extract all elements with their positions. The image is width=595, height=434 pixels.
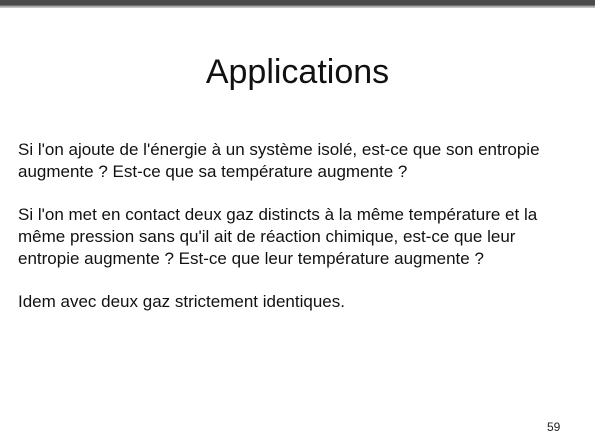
paragraph-line: Si l'on met en contact deux gaz distincts à la même température et la xyxy=(18,205,538,224)
paragraph-line: entropie augmente ? Est-ce que leur température augmente ? xyxy=(18,249,484,268)
paragraph-line: Idem avec deux gaz strictement identiques. xyxy=(18,292,345,311)
slide-title: Applications xyxy=(205,53,390,91)
paragraph-line: même pression sans qu'il ait de réaction chimique, est-ce que leur xyxy=(18,227,516,246)
slide-top-bar xyxy=(0,0,595,8)
paragraph-distinct-gases xyxy=(18,204,588,270)
page-number: 59 xyxy=(547,420,561,434)
paragraph-energy-isolated-system xyxy=(18,139,588,183)
paragraph-line: augmente ? Est-ce que sa température augmente ? xyxy=(18,162,408,181)
slide-body xyxy=(18,139,588,334)
paragraph-identical-gases xyxy=(18,291,588,313)
paragraph-line: Si l'on ajoute de l'énergie à un système isolé, est-ce que son entropie xyxy=(18,140,540,159)
